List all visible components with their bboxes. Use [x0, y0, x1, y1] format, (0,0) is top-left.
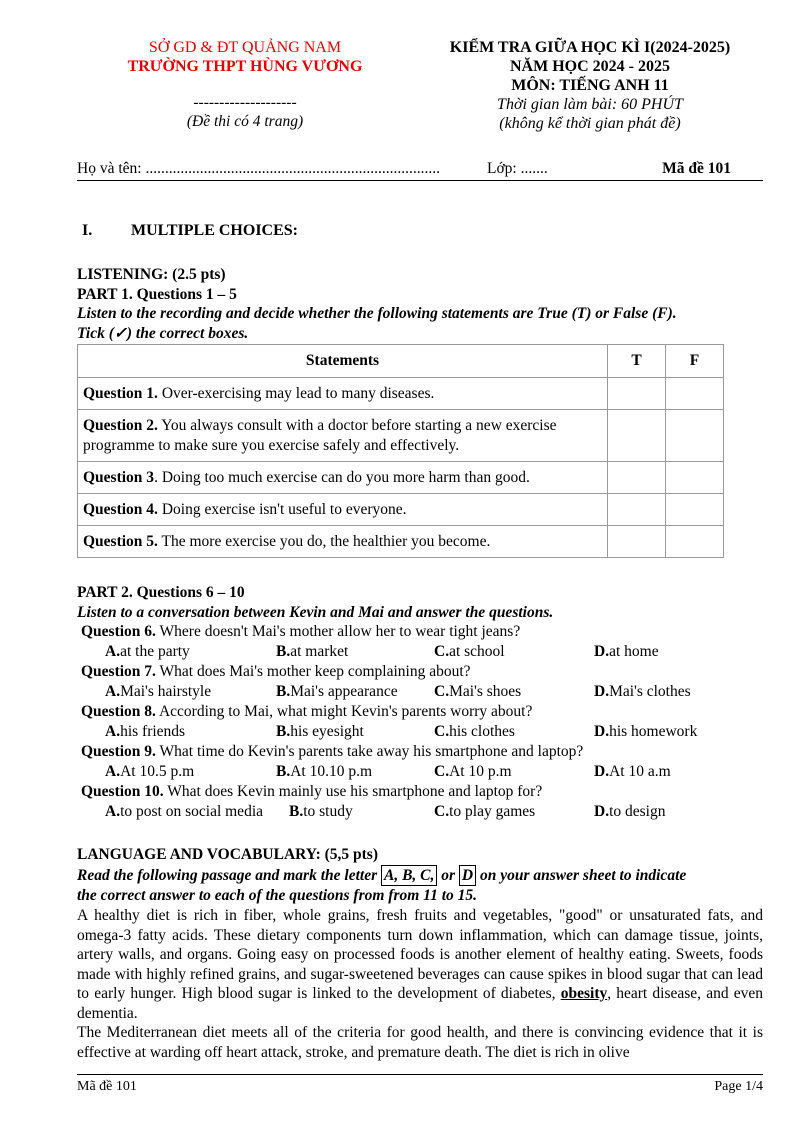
option-d[interactable]: D. Mai's clothes — [594, 683, 691, 700]
question-number: Question 10. — [81, 783, 164, 800]
question-text: Where doesn't Mai's mother allow her to wear tight jeans? — [155, 623, 521, 640]
question-number: Question 6. — [81, 623, 156, 640]
question-text: What does Mai's mother keep complaining about? — [155, 663, 471, 680]
option-c[interactable]: C. to play games — [434, 803, 536, 820]
true-checkbox[interactable] — [608, 526, 666, 558]
question-10-options — [105, 802, 765, 822]
question-number: Question 3 — [83, 468, 155, 486]
part1-heading: PART 1. Questions 1 – 5 — [77, 285, 237, 303]
statement-cell — [78, 526, 608, 558]
option-d[interactable]: D. to design — [594, 803, 666, 820]
statement-cell — [78, 462, 608, 494]
question-8 — [81, 702, 532, 722]
section-title: MULTIPLE CHOICES: — [131, 222, 298, 239]
question-10 — [81, 782, 542, 802]
statement-text: You always consult with a doctor before starting a new exercise programme to make sure you exercise safely and effectively. — [83, 417, 557, 454]
option-c[interactable]: C. at school — [434, 643, 505, 660]
passage-paragraph-2: The Mediterranean diet meets all of the criteria for good health, and there is convincing evidence that it is effective at warding off heart attack, stroke, and premature death. The diet is rich in olive — [77, 1024, 763, 1061]
question-7 — [81, 662, 471, 682]
question-text: What does Kevin mainly use his smartphone and laptop for? — [163, 783, 543, 800]
part2-heading: PART 2. Questions 6 – 10 — [77, 584, 245, 601]
question-text: According to Mai, what might Kevin's parents worry about? — [155, 703, 533, 720]
option-d[interactable]: D. at home — [594, 643, 659, 660]
question-7-options — [105, 682, 765, 702]
listening-heading: LISTENING: (2.5 pts) — [77, 266, 226, 283]
statement-text: Over-exercising may lead to many diseases. — [157, 384, 435, 402]
statements-header: Statements — [78, 345, 608, 378]
part2-instruction: Listen to a conversation between Kevin and Mai and answer the questions. — [77, 603, 554, 621]
table-header-row — [78, 345, 724, 378]
statement-cell — [78, 494, 608, 526]
option-b[interactable]: B. his eyesight — [276, 723, 364, 740]
question-number: Question 7. — [81, 663, 156, 680]
option-b[interactable]: B. Mai's appearance — [276, 683, 398, 700]
time-note: (không kể thời gian phát đề) — [499, 115, 681, 132]
underlined-word: obesity — [560, 985, 608, 1002]
section-number: I. — [82, 222, 93, 239]
false-checkbox[interactable] — [666, 494, 724, 526]
question-number: Question 4. — [83, 500, 158, 518]
part1-instruction-tick: Tick (✓) the correct boxes. — [77, 324, 249, 342]
question-9-options — [105, 762, 765, 782]
false-checkbox[interactable] — [666, 526, 724, 558]
option-b[interactable]: B. to study — [289, 803, 353, 820]
letter-box-d: D — [459, 865, 476, 887]
language-instruction-cont: the correct answer to each of the questions from from 11 to 15. — [77, 887, 477, 904]
question-9 — [81, 742, 583, 762]
statement-cell — [78, 410, 608, 462]
false-checkbox[interactable] — [666, 462, 724, 494]
option-b[interactable]: B. At 10.10 p.m — [276, 763, 373, 780]
class-field[interactable]: Lớp: ....... — [487, 160, 548, 177]
language-block — [77, 845, 767, 906]
table-row — [78, 494, 724, 526]
student-name-field[interactable]: Họ và tên: ............................................................................ — [77, 160, 440, 177]
statements-table — [77, 344, 724, 558]
option-a[interactable]: A. Mai's hairstyle — [105, 683, 212, 700]
option-c[interactable]: C. At 10 p.m — [434, 763, 512, 780]
exam-time: Thời gian làm bài: 60 PHÚT — [497, 96, 683, 113]
student-info-line — [77, 160, 763, 181]
statement-cell — [78, 378, 608, 410]
language-instruction: Read the following passage and mark the letter A, B, C, or D on your answer sheet to indicate — [77, 865, 767, 887]
table-row — [78, 410, 724, 462]
option-a[interactable]: A. his friends — [105, 723, 186, 740]
header-left — [95, 38, 395, 131]
false-header: F — [666, 345, 724, 378]
dash-separator: -------------------- — [193, 94, 297, 111]
footer-exam-code: Mã đề 101 — [77, 1079, 137, 1094]
exam-title: KIỂM TRA GIỮA HỌC KÌ I(2024-2025) — [449, 39, 731, 56]
letter-box-abc: A, B, C, — [381, 865, 437, 887]
true-checkbox[interactable] — [608, 462, 666, 494]
footer-divider — [77, 1074, 763, 1075]
table-row — [78, 378, 724, 410]
option-c[interactable]: C. Mai's shoes — [434, 683, 522, 700]
true-checkbox[interactable] — [608, 494, 666, 526]
option-c[interactable]: C. his clothes — [434, 723, 515, 740]
question-number: Question 8. — [81, 703, 156, 720]
option-a[interactable]: A. At 10.5 p.m — [105, 763, 195, 780]
question-6-options — [105, 642, 765, 662]
table-row — [78, 462, 724, 494]
question-number: Question 9. — [81, 743, 156, 760]
true-header: T — [608, 345, 666, 378]
section-heading — [82, 222, 298, 240]
statement-text: . Doing too much exercise can do you more harm than good. — [154, 468, 530, 486]
question-6 — [81, 622, 520, 642]
option-b[interactable]: B. at market — [276, 643, 349, 660]
school-name: TRƯỜNG THPT HÙNG VƯƠNG — [127, 58, 363, 75]
statement-text: The more exercise you do, the healthier you become. — [157, 532, 491, 550]
question-number: Question 1. — [83, 384, 158, 402]
footer-page-number: Page 1/4 — [714, 1079, 763, 1094]
listening-block — [77, 265, 767, 343]
pages-note: (Đề thi có 4 trang) — [186, 113, 304, 130]
header-right — [420, 38, 760, 133]
language-heading: LANGUAGE AND VOCABULARY: (5,5 pts) — [77, 846, 378, 863]
false-checkbox[interactable] — [666, 378, 724, 410]
subject: MÔN: TIẾNG ANH 11 — [511, 77, 669, 94]
school-year: NĂM HỌC 2024 - 2025 — [510, 58, 670, 75]
false-checkbox[interactable] — [666, 410, 724, 462]
option-a[interactable]: A. at the party — [105, 643, 190, 660]
option-d[interactable]: D. At 10 a.m — [594, 763, 671, 780]
question-8-options — [105, 722, 765, 742]
true-checkbox[interactable] — [608, 378, 666, 410]
part2-block — [77, 583, 767, 622]
option-a[interactable]: A. to post on social media — [105, 803, 263, 820]
table-row — [78, 526, 724, 558]
option-d[interactable]: D. his homework — [594, 723, 698, 740]
statement-text: Doing exercise isn't useful to everyone. — [157, 500, 407, 518]
passage-paragraph-1: A healthy diet is rich in fiber, whole grains, fresh fruits and vegetables, "good" or unsaturated fats, and omega-3 fatty acids. These dietary components turn down inflammation, which can damage tissue, joints, artery walls, and organs. Going easy on processed foods is another element of healthy eating. Sweets, foods made with highly refined grains, and sugar-sweetened beverages can cause spikes in blood sugar that can lead to early hunger. High blood sugar is linked to the development of diabetes, obesity, heart disease, and even dementia. — [77, 907, 763, 1022]
question-number: Question 5. — [83, 532, 158, 550]
question-text: What time do Kevin's parents take away his smartphone and laptop? — [155, 743, 584, 760]
question-number: Question 2. — [83, 417, 158, 434]
exam-code: Mã đề 101 — [662, 160, 731, 177]
department-name: SỞ GD & ĐT QUẢNG NAM — [148, 39, 342, 56]
part1-instruction: Listen to the recording and decide whether the following statements are True (T) or False (F). — [77, 305, 677, 322]
true-checkbox[interactable] — [608, 410, 666, 462]
